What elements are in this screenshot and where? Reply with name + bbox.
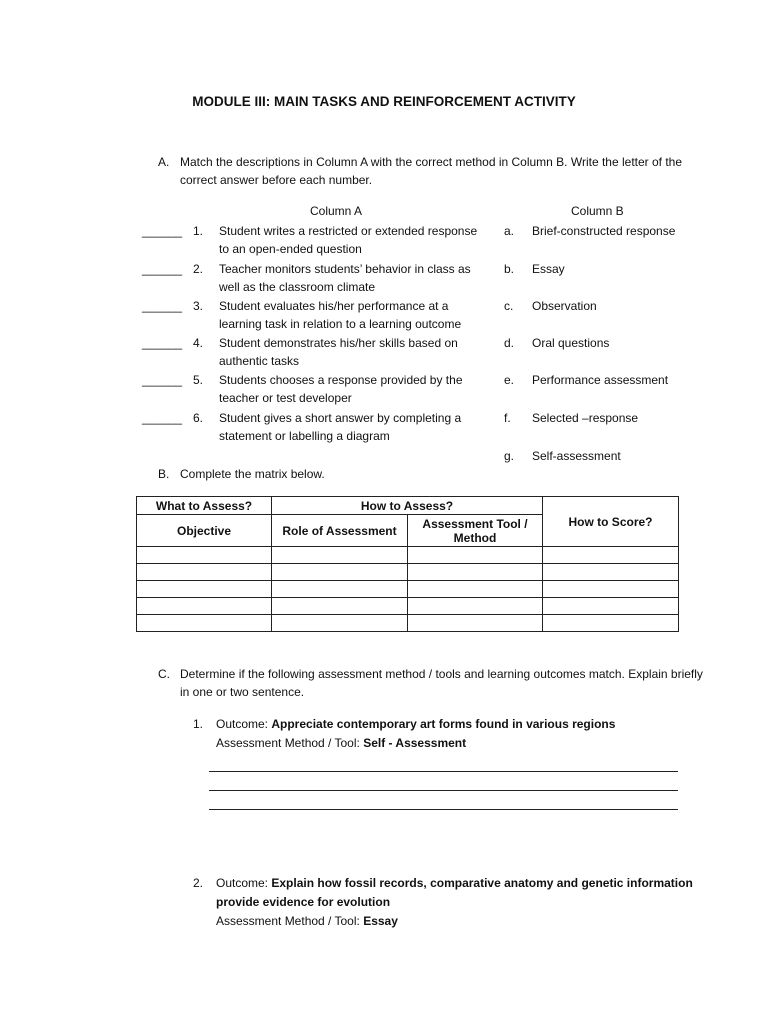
column-a-header: Column A xyxy=(310,204,363,218)
c-method xyxy=(216,912,398,931)
page-title: MODULE III: MAIN TASKS AND REINFORCEMENT ACTIVITY xyxy=(192,94,576,109)
table-cell[interactable] xyxy=(408,564,543,581)
item-description-line2: teacher or test developer xyxy=(219,391,352,405)
header-tool-line1: Assessment Tool / xyxy=(422,516,528,531)
option-letter: d. xyxy=(504,336,515,350)
option-text: Selected –response xyxy=(532,411,639,425)
item-description-line2: to an open-ended question xyxy=(219,242,362,256)
option-letter: e. xyxy=(504,373,515,387)
table-cell[interactable] xyxy=(272,615,408,632)
option-text: Brief-constructed response xyxy=(532,224,676,238)
section-c-instruction-line2: in one or two sentence. xyxy=(180,685,305,699)
table-row xyxy=(137,564,679,581)
item-description-line1: Teacher monitors students’ behavior in class as xyxy=(219,262,471,276)
table-cell[interactable] xyxy=(137,564,272,581)
item-number: 5. xyxy=(193,373,204,387)
section-c-instruction-line1: Determine if the following assessment method / tools and learning outcomes match. Explain briefly xyxy=(180,667,703,681)
outcome-text-line2: provide evidence for evolution xyxy=(216,895,391,909)
section-a-instruction-line2: correct answer before each number. xyxy=(180,173,373,187)
table-cell[interactable] xyxy=(272,598,408,615)
option-text: Self-assessment xyxy=(532,449,621,463)
item-number: 3. xyxy=(193,299,204,313)
item-number: 2. xyxy=(193,262,204,276)
table-cell[interactable] xyxy=(137,598,272,615)
table-cell[interactable] xyxy=(408,581,543,598)
item-description-line2: well as the classroom climate xyxy=(219,280,376,294)
table-cell[interactable] xyxy=(543,564,679,581)
c-item-number: 1. xyxy=(193,717,204,731)
c-outcome-line2 xyxy=(216,893,390,912)
table-cell[interactable] xyxy=(543,581,679,598)
option-letter: a. xyxy=(504,224,515,238)
outcome-text: Appreciate contemporary art forms found in various regions xyxy=(271,717,616,731)
table-cell[interactable] xyxy=(137,615,272,632)
table-cell[interactable] xyxy=(272,581,408,598)
section-a-letter: A. xyxy=(158,155,170,169)
table-cell[interactable] xyxy=(543,615,679,632)
answer-blank[interactable]: ______ xyxy=(142,262,183,276)
section-c-letter: C. xyxy=(158,667,170,681)
section-a-instruction-line1: Match the descriptions in Column A with the correct method in Column B. Write the letter of the xyxy=(180,155,683,169)
header-role-of-assessment: Role of Assessment xyxy=(272,515,408,547)
item-description-line2: authentic tasks xyxy=(219,354,300,368)
c-item-number: 2. xyxy=(193,876,204,890)
table-cell[interactable] xyxy=(408,547,543,564)
outcome-label: Outcome: xyxy=(216,717,272,731)
item-number: 4. xyxy=(193,336,204,350)
option-text: Observation xyxy=(532,299,597,313)
section-b-instruction: Complete the matrix below. xyxy=(180,467,325,481)
table-cell[interactable] xyxy=(408,598,543,615)
answer-blank[interactable]: ______ xyxy=(142,411,183,425)
answer-line[interactable] xyxy=(209,809,678,810)
option-letter: b. xyxy=(504,262,515,276)
answer-blank[interactable]: ______ xyxy=(142,336,183,350)
outcome-label: Outcome: xyxy=(216,876,272,890)
answer-line[interactable] xyxy=(209,790,678,791)
table-cell[interactable] xyxy=(543,598,679,615)
table-cell[interactable] xyxy=(543,547,679,564)
answer-blank[interactable]: ______ xyxy=(142,299,183,313)
option-letter: g. xyxy=(504,449,515,463)
table-cell[interactable] xyxy=(272,547,408,564)
answer-blank[interactable]: ______ xyxy=(142,373,183,387)
table-row xyxy=(137,581,679,598)
method-label: Assessment Method / Tool: xyxy=(216,736,364,750)
table-cell[interactable] xyxy=(272,564,408,581)
header-assessment-tool xyxy=(408,515,543,547)
table-row xyxy=(137,615,679,632)
answer-blank[interactable]: ______ xyxy=(142,224,183,238)
header-how-to-assess: How to Assess? xyxy=(272,497,543,515)
method-text: Self - Assessment xyxy=(363,736,467,750)
assessment-matrix xyxy=(136,496,679,632)
c-method xyxy=(216,734,466,753)
option-text: Performance assessment xyxy=(532,373,669,387)
option-text: Essay xyxy=(532,262,565,276)
table-row xyxy=(137,547,679,564)
item-description-line1: Student gives a short answer by completing a xyxy=(219,411,462,425)
item-description-line2: learning task in relation to a learning outcome xyxy=(219,317,462,331)
c-outcome xyxy=(216,715,615,734)
header-tool-line2: Method xyxy=(453,530,497,545)
table-cell[interactable] xyxy=(137,547,272,564)
header-what-to-assess: What to Assess? xyxy=(137,497,272,515)
item-description-line1: Student writes a restricted or extended response xyxy=(219,224,478,238)
c-outcome xyxy=(216,874,693,893)
item-description-line1: Students chooses a response provided by the xyxy=(219,373,463,387)
header-how-to-score: How to Score? xyxy=(543,497,679,547)
table-cell[interactable] xyxy=(137,581,272,598)
item-number: 1. xyxy=(193,224,204,238)
section-b-letter: B. xyxy=(158,467,170,481)
column-b-header: Column B xyxy=(571,204,624,218)
outcome-text: Explain how fossil records, comparative anatomy and genetic information xyxy=(271,876,693,890)
method-label: Assessment Method / Tool: xyxy=(216,914,364,928)
table-cell[interactable] xyxy=(408,615,543,632)
item-description-line2: statement or labelling a diagram xyxy=(219,429,390,443)
option-letter: c. xyxy=(504,299,514,313)
item-description-line1: Student demonstrates his/her skills based on xyxy=(219,336,458,350)
option-text: Oral questions xyxy=(532,336,610,350)
answer-line[interactable] xyxy=(209,771,678,772)
header-objective: Objective xyxy=(137,515,272,547)
method-text: Essay xyxy=(363,914,398,928)
table-row xyxy=(137,598,679,615)
item-description-line1: Student evaluates his/her performance at a xyxy=(219,299,449,313)
option-letter: f. xyxy=(504,411,511,425)
item-number: 6. xyxy=(193,411,204,425)
